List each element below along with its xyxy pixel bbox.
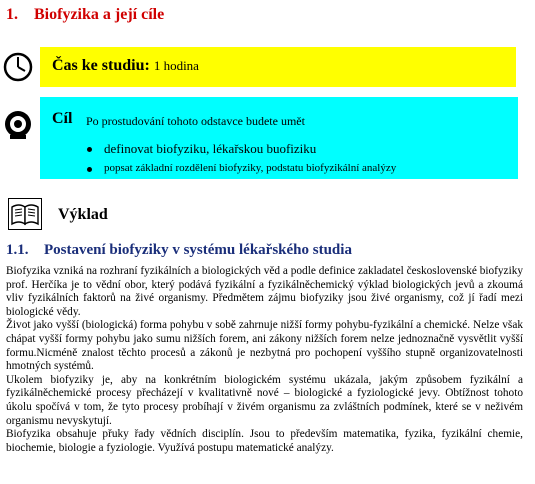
- target-icon: [2, 104, 36, 144]
- clock-icon: [2, 47, 36, 87]
- vyklad-title: Výklad: [58, 206, 108, 223]
- target-icon-cell: [2, 104, 36, 144]
- goal-list-item: definovat biofyziku, lékařskou buofiziku: [80, 141, 396, 157]
- chapter-heading: [6, 6, 164, 24]
- goal-intro: Po prostudování tohoto odstavce budete umět: [86, 114, 305, 128]
- paragraph: Ukolem biofyziky je, aby na konkrétním biologickém systému ukázala, jakým způsobem fyzikální a fyzikálněchemické procesy přecházejí v kvalitativně nové – biologické a fyziologické jevy. Obtížnost tohoto úkolu spočívá v tom, že tyto procesy probíhají v živém organismu za zvláštních podmínek, které se v neživém organismu nevyskytují.: [6, 373, 523, 427]
- study-time-label: Čas ke studiu: 1 hodina: [52, 57, 199, 74]
- paragraph: Život jako vyšší (biologická) forma pohybu v sobě zahrnuje nižší formy pohybu-fyzikální a chemické. Nelze však chápat vyšší formy pohybu jako sumu nižších forem, ani zákony nižších forem nelze jednoznačně vysvětlit vyšší formu.Nicméně znalost těchto procesů a zákonů je nezbytná pro pochopení vyššího stupně organizovatelnosti hmotných systémů.: [6, 319, 523, 373]
- goal-list-item: popsat základní rozdělení biofyziky, podstatu biofyzikální analýzy: [80, 162, 396, 174]
- paragraph: Biofyzika obsahuje přuky řady vědních disciplín. Jsou to především matematika, fyzika, fyzikální chemie, biochemie, biologie a fyziologie. Využívá postupu matematické analýzy.: [6, 428, 523, 454]
- section-heading: [6, 242, 352, 259]
- study-time-value: 1 hodina: [153, 58, 199, 73]
- goal-title: Cíl: [52, 110, 73, 127]
- paragraph: Biofyzika vzniká na rozhraní fyzikálních a biologických věd a podle definice zakladatel československé biofyziky prof. Herčíka je to vědní obor, který podává fyzikální a fyzikálněchemický výklad biologických jevů a zkoumá vliv fyzikálních faktorů na živé organismy. Předmětem zájmu biofyziky jsou živé organismy, což jí řadí mezi biologické vědy.: [6, 265, 523, 318]
- section-number: 1.1.: [6, 242, 29, 258]
- chapter-number: 1.: [6, 6, 18, 23]
- goal-box: [40, 97, 518, 179]
- section-title: Postavení biofyziky v systému lékařského studia: [44, 242, 352, 258]
- clock-icon-cell: [2, 47, 36, 87]
- goal-list: [80, 141, 396, 174]
- study-time-box: [40, 47, 516, 87]
- chapter-title: Biofyzika a její cíle: [34, 6, 165, 23]
- book-icon: [8, 198, 42, 230]
- body-text: [6, 265, 523, 455]
